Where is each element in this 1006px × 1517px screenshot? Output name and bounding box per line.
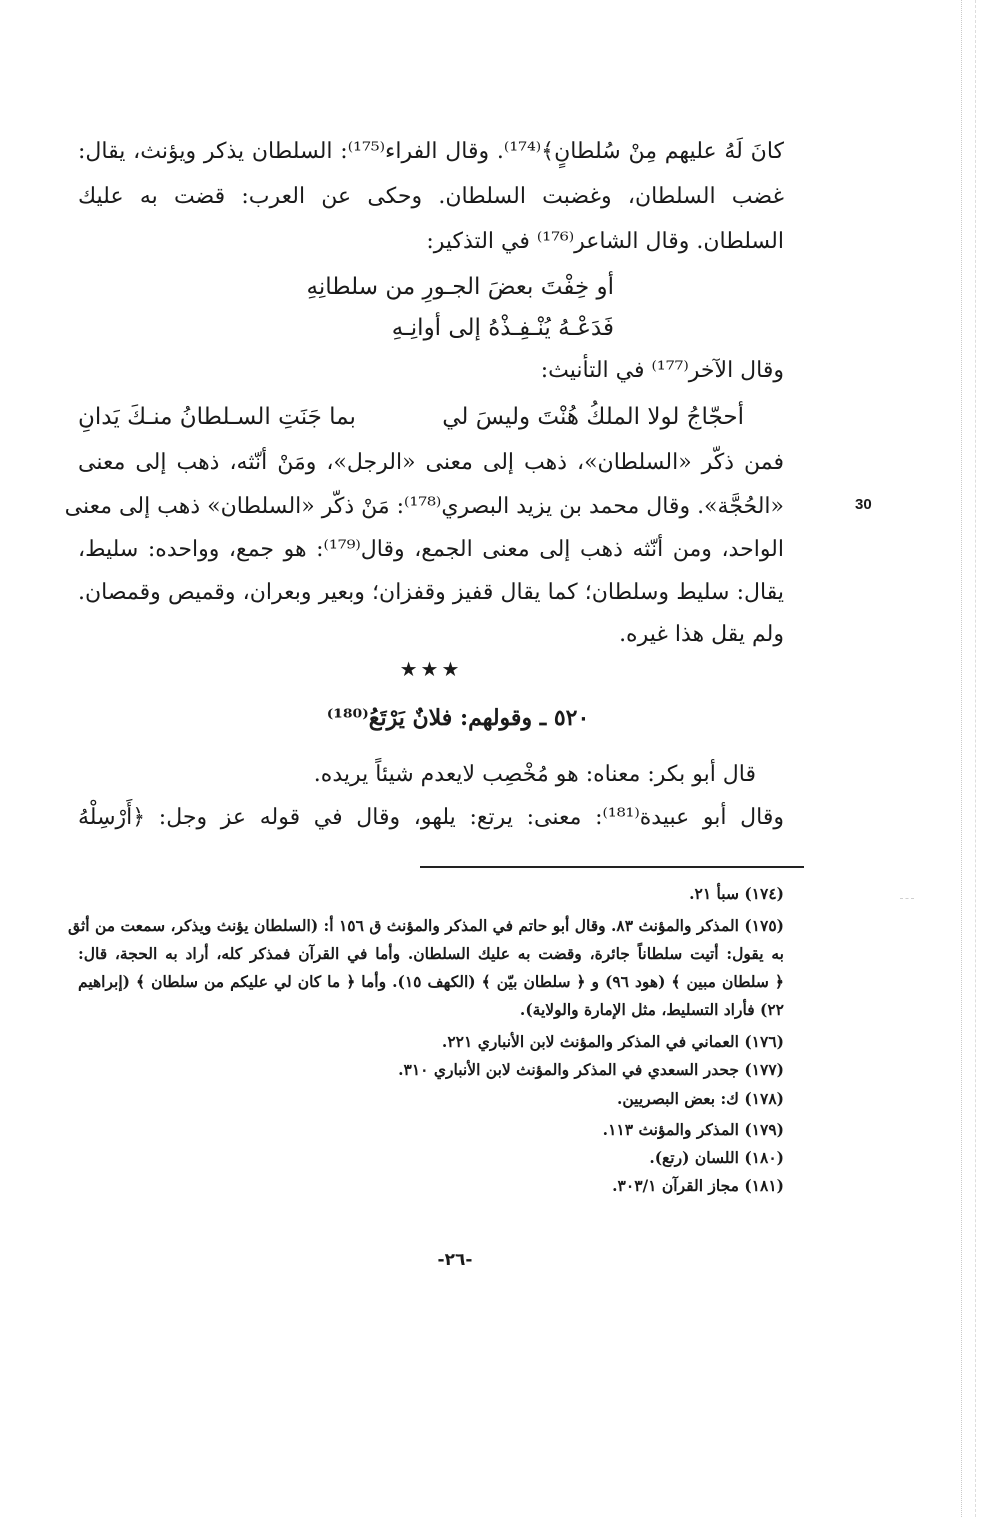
scan-edge-line — [961, 0, 962, 1517]
body-line-5: فمن ذكّر «السلطان»، ذهب إلى معنى «الرجل»، ومَنْ أنّثه، ذهب إلى معنى — [78, 450, 784, 475]
scan-edge-mark — [900, 898, 914, 899]
footnote-175-line-1: (١٧٥) المذكر والمؤنث ٨٣. وقال أبو حاتم في المذكر والمؤنث ق ١٥٦ أ: (السلطان يؤنث ويذكر، سمعت من أثق — [68, 916, 784, 935]
verse-2-left-hemistich: بما جَنَتِ السـلطانُ منـكَ يَدانِ — [78, 404, 356, 430]
body-line-4: وقال الآخر⁽¹⁷⁷⁾ في التأنيث: — [540, 358, 784, 383]
body-line-6: «الحُجَّة». وقال محمد بن يزيد البصري⁽¹⁷⁸⁾: مَنْ ذكّر «السلطان» ذهب إلى معنى — [64, 494, 784, 519]
footnote-separator — [420, 866, 804, 868]
footnote-175-line-3: ﴿ سلطان مبين ﴾ (هود ٩٦) و ﴿ سلطان بيّن ﴾ (الكهف ١٥). وأما ﴿ ما كان لي عليكم من سلطان ﴾ (إبراهيم — [78, 972, 784, 991]
footnote-180: (١٨٠) اللسان (رتع). — [649, 1148, 784, 1167]
footnote-181: (١٨١) مجاز القرآن ٣٠٣/١. — [612, 1176, 784, 1195]
body-line-9: ولم يقل هذا غيره. — [619, 622, 784, 647]
footnote-175-line-4: ٢٢) فأراد التسليط، مثل الإمارة والولاية). — [519, 1000, 784, 1019]
body-line-3: السلطان. وقال الشاعر⁽¹⁷⁶⁾ في التذكير: — [426, 229, 784, 254]
body-line-10: قال أبو بكر: معناه: هو مُخْصِب لايعدم شيئاً يريده. — [313, 762, 756, 787]
body-line-7: الواحد، ومن أنّثه ذهب إلى معنى الجمع، وقال⁽¹⁷⁹⁾: هو جمع، وواحده: سليط، — [78, 537, 784, 562]
verse-1-first-hemistich: أو خِفْتَ بعضَ الجـورِ من سلطانِهِ — [306, 274, 614, 300]
verse-2-right-hemistich: أحجّاجُ لولا الملكُ هُنْتَ وليسَ لي — [442, 404, 744, 430]
section-separator-stars: ★★★ — [399, 657, 463, 681]
footnote-174: (١٧٤) سبأ ٢١. — [689, 884, 784, 903]
footnote-176: (١٧٦) العماني في المذكر والمؤنث لابن الأنباري ٢٢١. — [441, 1032, 784, 1051]
body-line-2: غضب السلطان، وغضبت السلطان. وحكى عن العرب: قضت به عليك — [78, 184, 784, 209]
footnote-178: (١٧٨) ك: بعض البصريين. — [616, 1089, 784, 1108]
margin-number: 30 — [855, 496, 872, 513]
footnote-179: (١٧٩) المذكر والمؤنث ١١٣. — [602, 1120, 784, 1139]
footnote-177: (١٧٧) جحدر السعدي في المذكر والمؤنث لابن الأنباري ٣١٠. — [398, 1060, 784, 1079]
body-line-11: وقال أبو عبيدة⁽¹⁸¹⁾: معنى: يرتع: يلهو، وقال في قوله عز وجل: ﴿أَرْسِلْهُ — [78, 805, 785, 830]
verse-1-second-hemistich: فَدَعْـهُ يُنْـفِـذْهُ إلى أوانِـهِ — [391, 315, 614, 341]
footnote-175-line-2: به يقول: أتيت سلطاناً جائرة، وقضت به عليك السلطان. وأما في القرآن فمذكر كله، أراد به الحجة، قال: — [78, 944, 784, 963]
scan-edge-line-outer — [975, 0, 976, 1517]
page-number: -٢٦- — [437, 1250, 473, 1270]
section-heading: ٥٢٠ ـ وقولهم: فلانٌ يَرْتَعُ⁽¹⁸⁰⁾ — [326, 705, 590, 731]
body-line-8: يقال: سليط وسلطان؛ كما يقال قفيز وقفزان؛ وبعير وبعران، وقميص وقمصان. — [78, 580, 784, 605]
body-line-1: كانَ لَهُ عليهم مِنْ سُلطانٍ﴾⁽¹⁷⁴⁾. وقال الفراء⁽¹⁷⁵⁾: السلطان يذكر ويؤنث، يقال: — [78, 139, 784, 164]
